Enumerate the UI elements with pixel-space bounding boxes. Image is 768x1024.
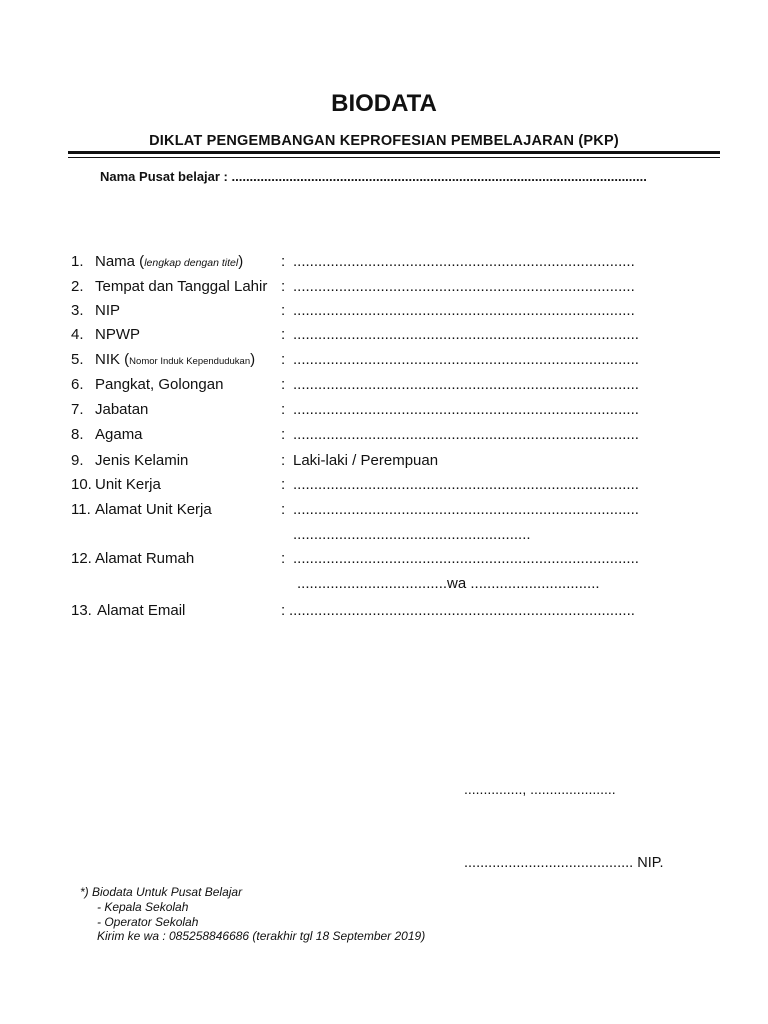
- field-value: ...................................................................................: [293, 550, 639, 567]
- field-row-nama: 1. Nama (lengkap dengan titel) : ..................................................................................: [71, 253, 635, 270]
- header-rule-thin: [68, 157, 720, 158]
- document-title: BIODATA: [331, 90, 437, 117]
- field-value: ...................................................................................: [289, 602, 635, 619]
- field-row-ttl: 2. Tempat dan Tanggal Lahir : ..................................................................................: [71, 278, 635, 295]
- field-row-jenis-kelamin: 9. Jenis Kelamin : Laki-laki / Perempuan: [71, 452, 439, 469]
- field-value: ...................................................................................: [293, 351, 639, 368]
- footnote-title: *) Biodata Untuk Pusat Belajar: [80, 885, 243, 899]
- field-value: ...................................................................................: [293, 376, 639, 393]
- field-row-nip: 3. NIP : ..................................................................................: [71, 302, 635, 319]
- field-value: ..................................................................................: [293, 253, 635, 270]
- field-row-nik: 5. NIK (Nomor Induk Kependudukan) : ...................................................................................: [71, 351, 639, 368]
- field-value: ...................................................................................: [293, 401, 639, 418]
- signature-nip: .......................................... NIP.: [464, 855, 664, 871]
- field-value: ...................................................................................: [293, 501, 639, 518]
- field-value-continuation: .........................................................: [293, 526, 531, 543]
- document-subtitle: DIKLAT PENGEMBANGAN KEPROFESIAN PEMBELAJARAN (PKP): [149, 133, 619, 149]
- field-row-alamat-unit: 11. Alamat Unit Kerja : ...................................................................................: [71, 501, 639, 518]
- field-row-pangkat: 6. Pangkat, Golongan : ...................................................................................: [71, 376, 639, 393]
- footnote-item: - Kepala Sekolah: [97, 900, 189, 914]
- learning-center-field: Nama Pusat belajar : ...................................................................................................................: [100, 169, 647, 184]
- field-value: Laki-laki / Perempuan: [293, 452, 439, 469]
- field-row-jabatan: 7. Jabatan : ...................................................................................: [71, 401, 639, 418]
- field-row-unit-kerja: 10. Unit Kerja : ...................................................................................: [71, 476, 639, 493]
- field-row-email: 13. Alamat Email : ...................................................................................: [71, 602, 635, 619]
- field-value: ...................................................................................: [293, 426, 639, 443]
- footnote-contact: Kirim ke wa : 085258846686 (terakhir tgl 18 September 2019): [97, 929, 426, 943]
- header-rule-thick: [68, 151, 720, 154]
- footnote-item: - Operator Sekolah: [97, 915, 199, 929]
- field-row-alamat-rumah: 12. Alamat Rumah : ...................................................................................: [71, 550, 639, 567]
- field-row-agama: 8. Agama : ...................................................................................: [71, 426, 639, 443]
- field-row-npwp: 4. NPWP : ...................................................................................: [71, 326, 639, 343]
- field-value: ..................................................................................: [293, 302, 635, 319]
- field-value: ..................................................................................: [293, 278, 635, 295]
- field-value: ...................................................................................: [293, 326, 639, 343]
- signature-place-date: ..............., ......................: [464, 781, 616, 797]
- field-value: ...................................................................................: [293, 476, 639, 493]
- field-value-wa: ....................................wa ...............................: [297, 575, 600, 592]
